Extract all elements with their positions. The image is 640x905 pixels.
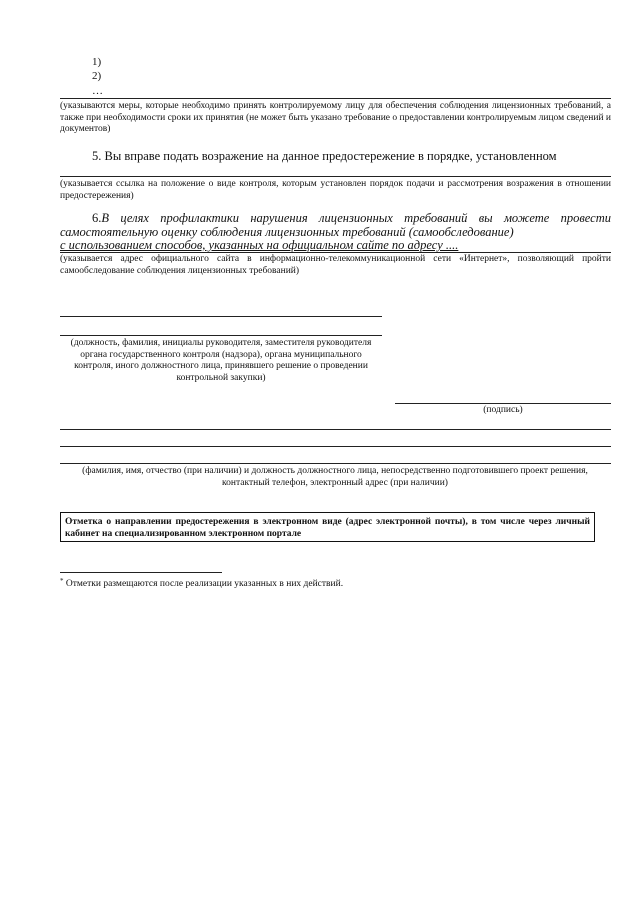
list-item-2: 2) (92, 70, 102, 82)
section-6-line2: с использованием способов, указанных на официальном сайте по адресу .... (60, 238, 459, 252)
position-rule-2 (60, 335, 382, 336)
section-6-number: 6. (92, 211, 102, 225)
measures-rule (60, 98, 611, 99)
footnote-separator (60, 572, 222, 573)
preparer-rule-1 (60, 429, 611, 430)
signature-caption: (подпись) (483, 405, 523, 415)
objection-rule (60, 176, 611, 177)
footnote (60, 576, 343, 590)
preparer-rule-2 (60, 446, 611, 447)
website-caption: (указывается адрес официального сайта в информационно-телекоммуникационной сети «Интернет», позволяющий пройти самообследование соблюдения лицензионных требований) (60, 254, 611, 276)
section-5-text: 5. Вы вправе подать возражение на данное предостережение в порядке, установленном (92, 149, 557, 163)
electronic-sending-mark-box: Отметка о направлении предостережения в электронном виде (адрес электронной почты), в том числе через личный кабинет на специализированном электронном портале (60, 512, 595, 542)
preparer-rule-3 (60, 463, 611, 464)
position-rule-1 (60, 316, 382, 317)
position-caption: (должность, фамилия, инициалы руководителя, заместителя руководителя органа государственного контроля (надзора), органа муниципального контроля, иного должностного лица, принявшего решение о проведении контрольной закупки) (70, 338, 372, 383)
signature-rule (395, 403, 611, 404)
footnote-marker: * (60, 577, 64, 585)
list-item-1: 1) (92, 56, 102, 68)
preparer-caption: (фамилия, имя, отчество (при наличии) и должность должностного лица, непосредственно подготовившего проект решения, контактный телефон, электронный адрес (при наличии) (82, 466, 588, 488)
measures-caption: (указываются меры, которые необходимо принять контролируемому лицу для обеспечения соблюдения лицензионных требований, а также при необходимости сроки их принятия (не может быть указано требование о предоставлении контролируемым лицом сведений и документов) (60, 101, 611, 134)
footnote-text: Отметки размещаются после реализации указанных в них действий. (65, 579, 344, 589)
objection-caption: (указывается ссылка на положение о виде контроля, которым установлен порядок подачи и рассмотрения возражения в отношении предостережения) (60, 179, 611, 201)
list-item-ellipsis: … (92, 85, 103, 97)
section-6 (60, 212, 611, 253)
website-rule (60, 252, 611, 253)
section-6-lead (60, 212, 611, 239)
section-6-line1: В целях профилактики нарушения лицензионных требований вы можете провести самостоятельную оценку соблюдения лицензионных требований (самообследование) (60, 211, 611, 239)
